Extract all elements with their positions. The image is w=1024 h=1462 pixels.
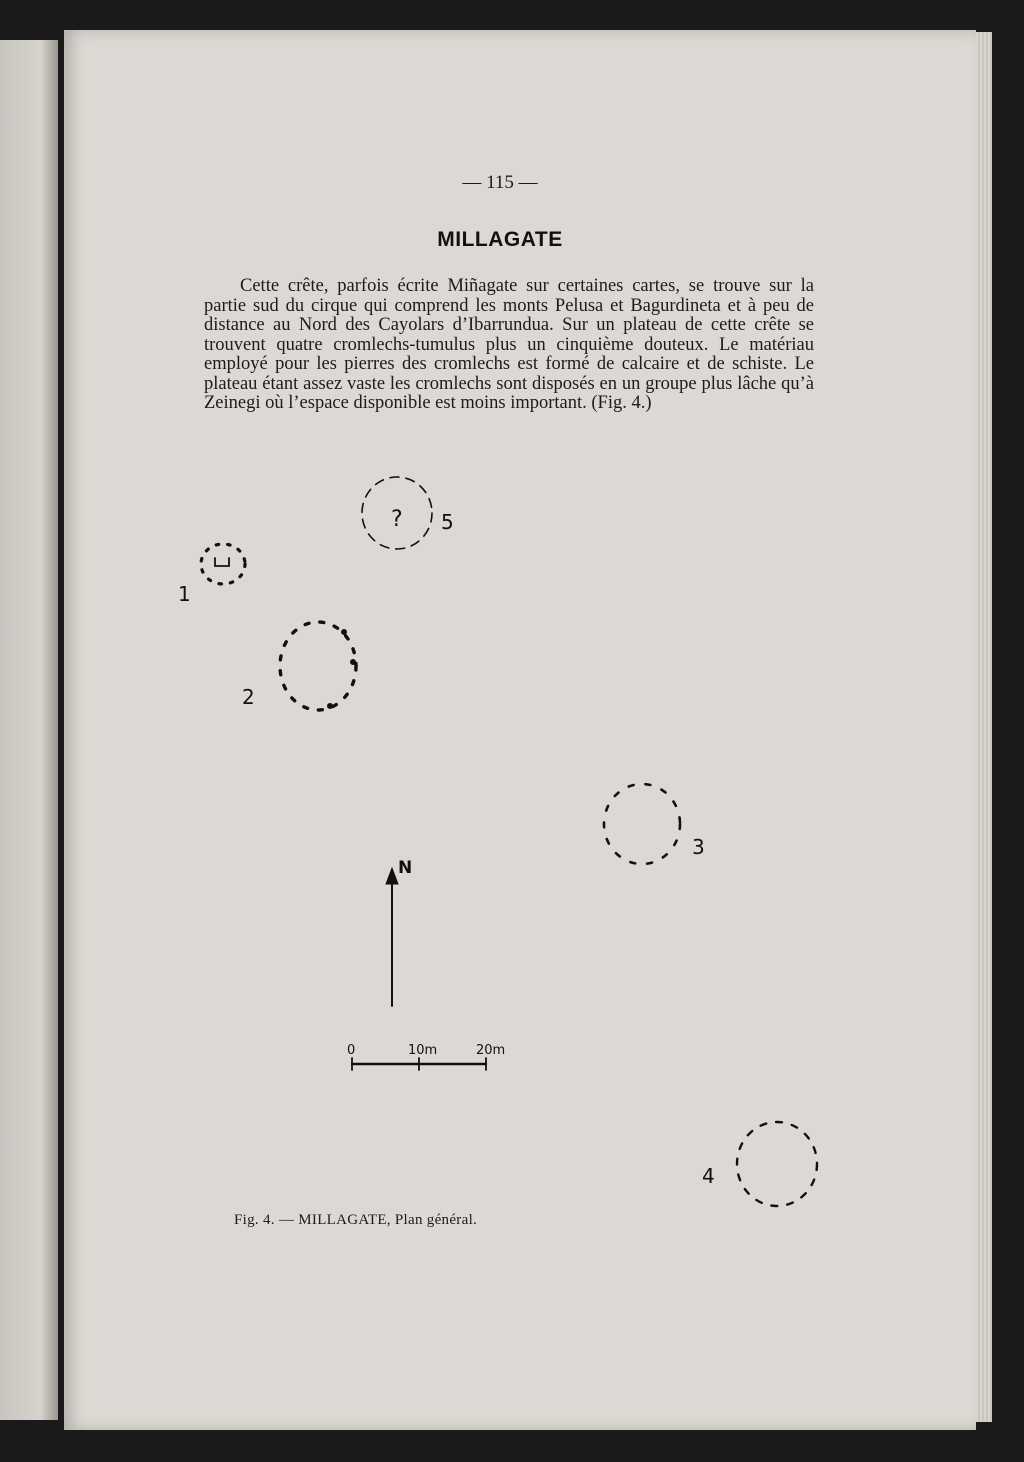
cromlech-2-label: 2	[242, 685, 255, 709]
scale-tick-0: 0	[347, 1043, 356, 1058]
cromlech-5	[362, 477, 454, 549]
cromlech-2	[242, 622, 356, 710]
section-title: MILLAGATE	[437, 228, 563, 251]
north-label: N	[398, 858, 413, 878]
scale-tick-10m: 10m	[408, 1043, 438, 1058]
scale-tick-20m: 20m	[476, 1043, 506, 1058]
page-number: — 115 —	[462, 172, 538, 193]
cromlech-1	[178, 544, 245, 606]
body-paragraph: Cette crête, parfois écrite Miñagate sur certaines cartes, se trouve sur la partie sud du cirque qui comprend les monts Pelusa et Bagurdineta et à peu de distance au Nord des Cayolars d’Ibarrundua. Sur un plateau de cette crête se trouvent quatre cromlechs-tumulus plus un cinquième douteux. Le matériau employé pour les pierres des cromlechs est formé de calcaire et de schiste. Le plateau étant assez vaste les cromlechs sont disposés en un groupe plus lâche qu’à Zeinegi où l’espace disponible est moins important. (Fig. 4.)	[204, 276, 814, 413]
figure-caption: Fig. 4. — MILLAGATE, Plan général.	[234, 1212, 478, 1228]
cromlech-5-label: 5	[441, 510, 454, 534]
cromlech-1-label: 1	[178, 582, 191, 606]
cromlech-4	[702, 1122, 817, 1206]
cromlech-5-question-mark: ?	[391, 507, 403, 532]
cromlech-3-label: 3	[692, 835, 705, 859]
cromlech-4-label: 4	[702, 1164, 715, 1188]
north-arrow	[386, 858, 412, 1006]
cromlech-3	[604, 784, 705, 864]
scale-bar	[347, 1043, 505, 1070]
